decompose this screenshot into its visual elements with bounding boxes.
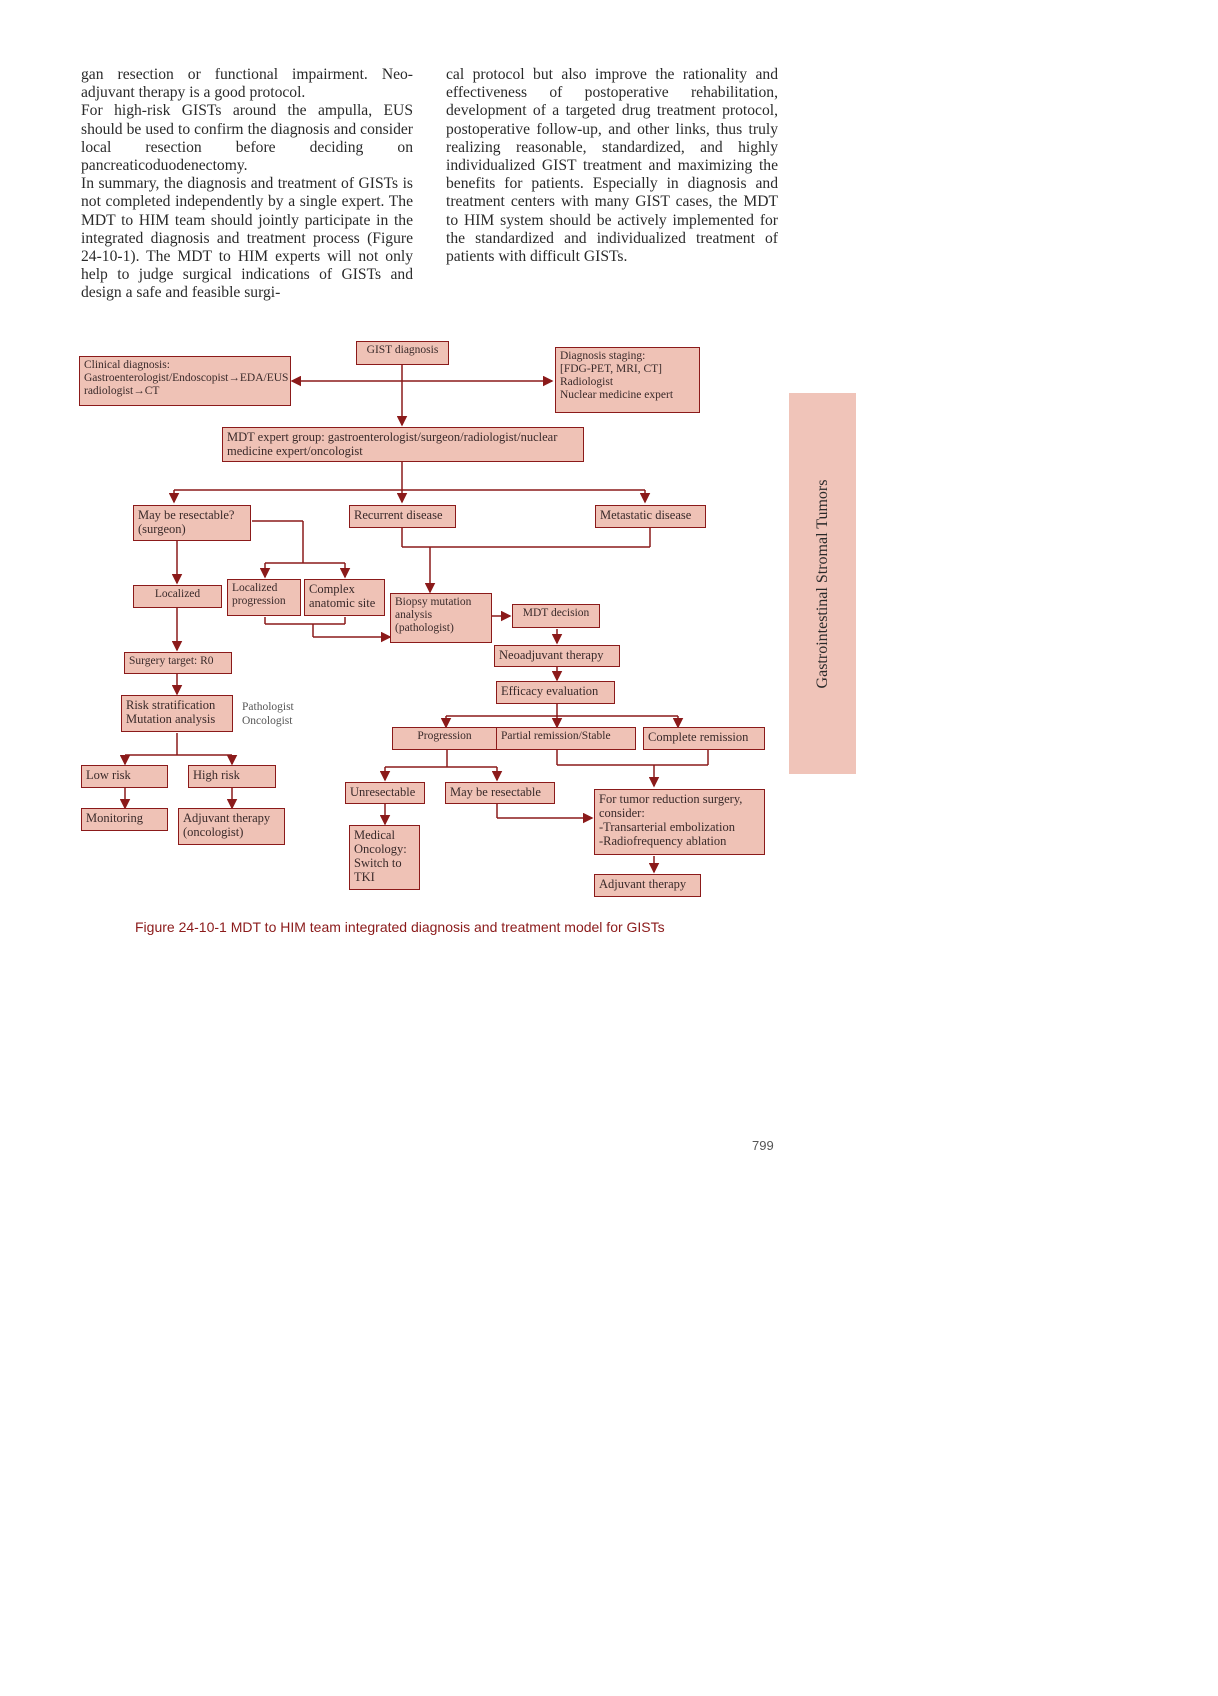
- tumor-reduction-surgery-box: For tumor reduction surgery, consider: -Transarterial embolization -Radiofrequency ablation: [594, 789, 765, 855]
- mdt-decision-box: MDT decision: [512, 604, 600, 628]
- localized-box: Localized: [133, 585, 222, 608]
- figure-caption: Figure 24-10-1 MDT to HIM team integrated diagnosis and treatment model for GISTs: [135, 919, 665, 935]
- complex-anatomic-site-box: Complex anatomic site: [304, 579, 385, 616]
- mdt-expert-group-box: MDT expert group: gastroenterologist/surgeon/radiologist/nuclear medicine expert/oncologist: [222, 427, 584, 462]
- paragraph: For high-risk GISTs around the ampulla, EUS should be used to confirm the diagnosis and consider local resection before deciding on pancreaticoduodenectomy.: [81, 102, 413, 175]
- low-risk-box: Low risk: [81, 765, 168, 788]
- partial-remission-box: Partial remission/Stable: [496, 727, 636, 750]
- chapter-side-tab: [789, 393, 856, 774]
- side-tab-label: Gastrointestinal Stromal Tumors: [813, 479, 831, 688]
- medical-oncology-box: Medical Oncology: Switch to TKI: [349, 825, 420, 890]
- unresectable-box: Unresectable: [345, 782, 425, 804]
- recurrent-disease-box: Recurrent disease: [349, 505, 456, 528]
- localized-progression-box: Localized progression: [227, 579, 301, 616]
- paragraph: gan resection or functional impairment. Neo-adjuvant therapy is a good protocol.: [81, 66, 413, 102]
- surgery-target-box: Surgery target: R0: [124, 652, 232, 674]
- progression-box: Progression: [392, 727, 497, 750]
- gist-diagnosis-box: GIST diagnosis: [356, 341, 449, 365]
- pathologist-oncologist-label: Pathologist Oncologist: [242, 701, 294, 727]
- biopsy-mutation-box: Biopsy mutation analysis (pathologist): [390, 593, 492, 643]
- may-be-resectable-surgeon-box: May be resectable? (surgeon): [133, 505, 251, 541]
- diagnosis-staging-box: Diagnosis staging: [FDG-PET, MRI, CT] Radiologist Nuclear medicine expert: [555, 347, 700, 413]
- clinical-diagnosis-box: Clinical diagnosis: Gastroenterologist/Endoscopist→EDA/EUS radiologist→CT: [79, 356, 291, 406]
- paragraph: cal protocol but also improve the rationality and effectiveness of postoperative rehabilitation, development of a targeted drug treatment protocol, postoperative follow-up, and other links, thus truly realizing reasonable, standardized, and highly individualized GIST treatment and maximizing the benefits for patients. Especially in diagnosis and treatment centers with many GIST cases, the MDT to HIM system should be actively implemented for the standardized and individualized treatment of patients with difficult GISTs.: [446, 66, 778, 266]
- risk-stratification-box: Risk stratification Mutation analysis: [121, 695, 233, 732]
- paragraph: In summary, the diagnosis and treatment of GISTs is not completed independently by a single expert. The MDT to HIM team should jointly participate in the integrated diagnosis and treatment process (Figure 24-10-1). The MDT to HIM experts will not only help to judge surgical indications of GISTs and design a safe and feasible surgi-: [81, 175, 413, 302]
- metastatic-disease-box: Metastatic disease: [595, 505, 706, 528]
- complete-remission-box: Complete remission: [643, 727, 765, 750]
- efficacy-evaluation-box: Efficacy evaluation: [496, 681, 615, 704]
- adjuvant-therapy-box: Adjuvant therapy: [594, 874, 701, 897]
- may-be-resectable-box: May be resectable: [445, 782, 555, 804]
- high-risk-box: High risk: [188, 765, 276, 788]
- page-number: 799: [752, 1138, 774, 1153]
- neoadjuvant-therapy-box: Neoadjuvant therapy: [494, 645, 620, 667]
- adjuvant-therapy-oncologist-box: Adjuvant therapy (oncologist): [178, 808, 285, 845]
- monitoring-box: Monitoring: [81, 808, 168, 831]
